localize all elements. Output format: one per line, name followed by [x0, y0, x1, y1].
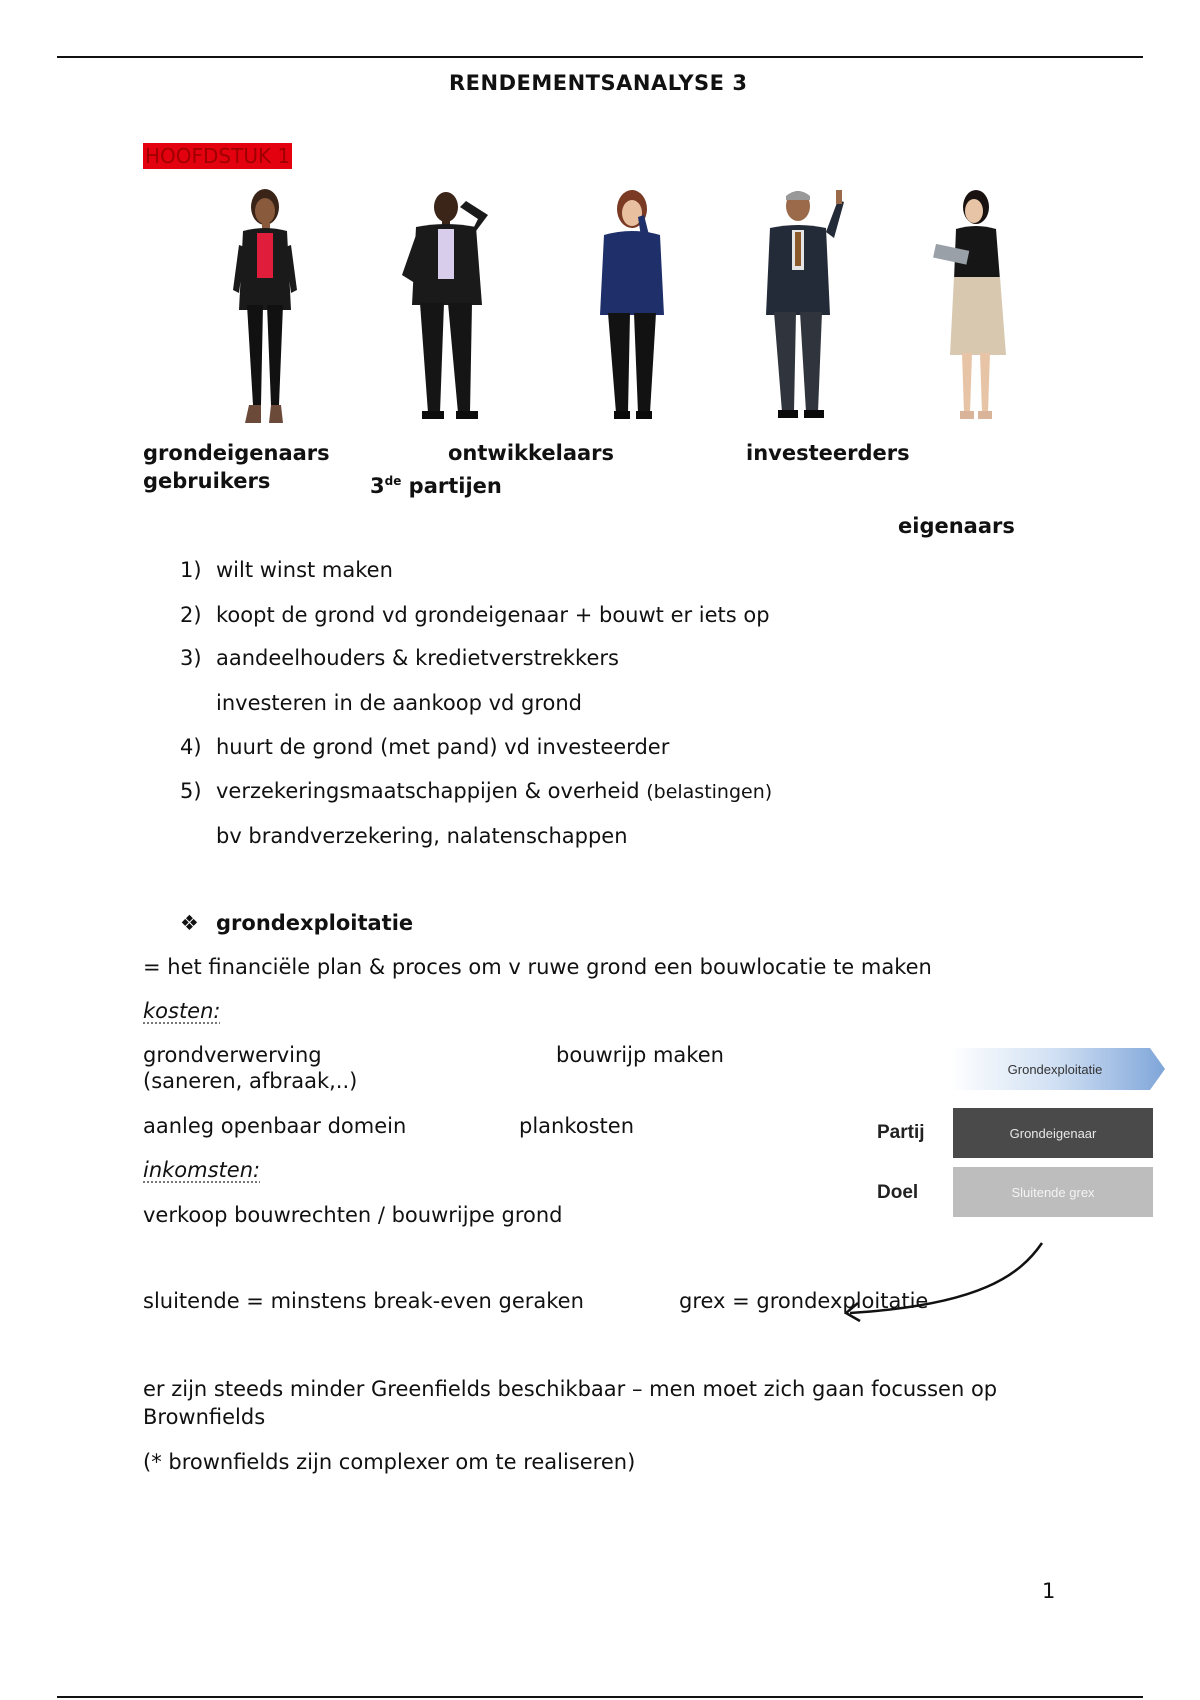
list-item: 4)	[180, 735, 202, 759]
label-eigenaars: eigenaars	[898, 514, 1015, 538]
curved-arrow-icon	[840, 1235, 1050, 1325]
grex-definition: grex = grondexploitatie	[679, 1289, 929, 1313]
list-item: 3)	[180, 646, 202, 670]
diamond-bullet-icon: ❖	[180, 911, 199, 935]
list-item-continuation: bv brandverzekering, nalatenschappen	[216, 824, 628, 848]
label-derde-partijen: 3de partijen	[370, 474, 502, 498]
list-item-text: verzekeringsmaatschappijen & overheid (belastingen)	[216, 779, 773, 803]
list-item: 1)	[180, 558, 202, 582]
label-investeerders: investeerders	[746, 441, 910, 465]
closing-line-2: Brownfields	[143, 1405, 266, 1429]
person-woman-blue-icon	[590, 185, 674, 425]
diagram-partij-label: Partij	[877, 1122, 925, 1143]
page-number: 1	[1042, 1579, 1056, 1603]
list-item-text: wilt winst maken	[216, 558, 393, 582]
list-item: 5)	[180, 779, 202, 803]
diagram-doel-box: Sluitende grex	[953, 1167, 1153, 1217]
top-rule	[57, 56, 1143, 58]
section-heading: grondexploitatie	[216, 911, 414, 935]
page-title: RENDEMENTSANALYSE 3	[449, 71, 748, 95]
diagram-arrow-label: Grondexploitatie	[1007, 1061, 1103, 1077]
person-man-pointing-icon	[750, 180, 850, 425]
cost-saneren: (saneren, afbraak,..)	[143, 1069, 358, 1093]
list-item: 2)	[180, 603, 202, 627]
list-item-text: huurt de grond (met pand) vd investeerder	[216, 735, 670, 759]
person-woman-red-icon	[225, 185, 305, 430]
cost-plankosten: plankosten	[519, 1114, 635, 1138]
income-verkoop: verkoop bouwrechten / bouwrijpe grond	[143, 1203, 563, 1227]
definition: = het financiële plan & proces om v ruwe grond een bouwlocatie te maken	[143, 955, 932, 979]
cost-aanleg: aanleg openbaar domein	[143, 1114, 407, 1138]
label-gebruikers: gebruikers	[143, 469, 271, 493]
diagram-doel-label: Doel	[877, 1182, 919, 1203]
inkomsten-label: inkomsten:	[143, 1158, 261, 1182]
closing-note: (* brownfields zijn complexer om te realiseren)	[143, 1450, 636, 1474]
label-grondeigenaars: grondeigenaars	[143, 441, 330, 465]
diagram-partij-box: Grondeigenaar	[953, 1108, 1153, 1158]
person-man-thinking-icon	[388, 185, 508, 425]
person-woman-clipboard-icon	[930, 185, 1014, 430]
kosten-label: kosten:	[143, 999, 221, 1023]
bottom-rule	[57, 1696, 1143, 1698]
list-item-text: aandeelhouders & kredietverstrekkers	[216, 646, 619, 670]
label-ontwikkelaars: ontwikkelaars	[448, 441, 615, 465]
chapter-heading: HOOFDSTUK 1	[145, 144, 291, 168]
list-item-continuation: investeren in de aankoop vd grond	[216, 691, 582, 715]
list-item-text: koopt de grond vd grondeigenaar + bouwt er iets op	[216, 603, 770, 627]
sluitende-definition: sluitende = minstens break-even geraken	[143, 1289, 584, 1313]
closing-line-1: er zijn steeds minder Greenfields beschikbaar – men moet zich gaan focussen op	[143, 1377, 998, 1401]
cost-bouwrijp: bouwrijp maken	[556, 1043, 724, 1067]
cost-grondverwerving: grondverwerving	[143, 1043, 322, 1067]
